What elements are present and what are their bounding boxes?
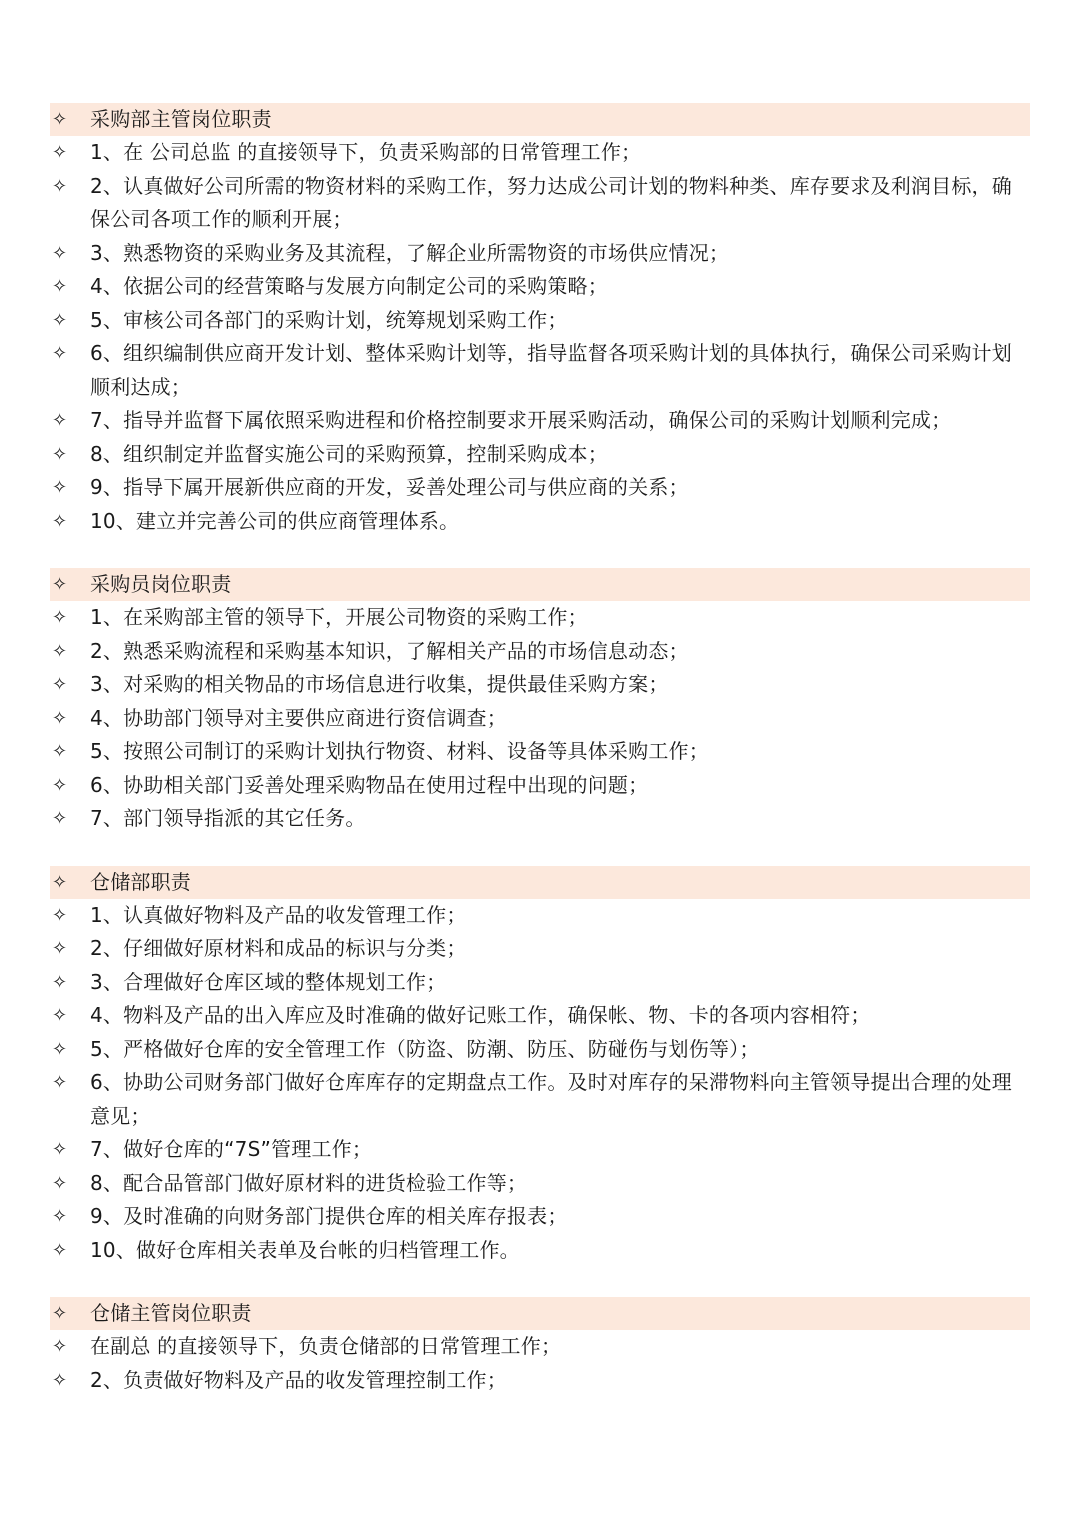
section-title: 仓储主管岗位职责 (90, 1301, 252, 1325)
list-item (50, 735, 1030, 769)
list-item-text: 10、建立并完善公司的供应商管理体系。 (90, 508, 460, 533)
list-item-text: 4、物料及产品的出入库应及时准确的做好记账工作，确保帐、物、卡的各项内容相符； (90, 1003, 871, 1027)
list-item-text: 1、在 公司总监 的直接领导下，负责采购部的日常管理工作； (90, 140, 642, 164)
list-item (50, 702, 1030, 736)
list-item-text: 9、指导下属开展新供应商的开发，妥善处理公司与供应商的关系； (90, 475, 689, 499)
list-item-text: 7、部门领导指派的其它任务。 (90, 806, 366, 830)
four-point-star-bullet-icon: ✧ (52, 410, 68, 431)
list-item-text: 10、做好仓库相关表单及台帐的归档管理工作。 (90, 1237, 520, 1262)
section (50, 103, 1030, 538)
list-item (50, 1033, 1030, 1067)
list-item (50, 136, 1030, 170)
list-item (50, 270, 1030, 304)
four-point-star-bullet-icon: ✧ (52, 1005, 68, 1026)
four-point-star-bullet-icon: ✧ (52, 574, 68, 595)
list-item-text: 3、合理做好仓库区域的整体规划工作； (90, 969, 447, 994)
list-item-text: 2、负责做好物料及产品的收发管理控制工作； (90, 1367, 507, 1392)
four-point-star-bullet-icon: ✧ (52, 1206, 68, 1227)
list-item-text: 6、协助公司财务部门做好仓库库存的定期盘点工作。及时对库存的呆滞物料向主管领导提出合理的处理意见； (90, 1070, 1012, 1128)
four-point-star-bullet-icon: ✧ (52, 1303, 68, 1324)
list-item (50, 635, 1030, 669)
list-item (50, 505, 1030, 539)
list-item-text: 1、认真做好物料及产品的收发管理工作； (90, 902, 467, 927)
list-item-text: 8、配合品管部门做好原材料的进货检验工作等； (90, 1170, 528, 1195)
section (50, 568, 1030, 836)
four-point-star-bullet-icon: ✧ (52, 1239, 68, 1261)
list-item (50, 471, 1030, 505)
list-item-text: 6、组织编制供应商开发计划、整体采购计划等，指导监督各项采购计划的具体执行，确保公司采购计划顺利达成； (90, 341, 1012, 399)
list-item-text: 3、熟悉物资的采购业务及其流程，了解企业所需物资的市场供应情况； (90, 240, 730, 265)
section-title: 采购部主管岗位职责 (90, 107, 272, 131)
four-point-star-bullet-icon: ✧ (52, 971, 68, 993)
list-item (50, 1066, 1030, 1133)
four-point-star-bullet-icon: ✧ (52, 871, 68, 893)
section-heading (50, 103, 1030, 136)
four-point-star-bullet-icon: ✧ (52, 309, 68, 331)
four-point-star-bullet-icon: ✧ (52, 477, 68, 498)
four-point-star-bullet-icon: ✧ (52, 1038, 68, 1060)
list-item (50, 1133, 1030, 1167)
section-heading (50, 1297, 1030, 1330)
list-item-text: 7、做好仓库的“7S”管理工作； (90, 1137, 373, 1161)
list-item-text: 1、在采购部主管的领导下，开展公司物资的采购工作； (90, 605, 588, 629)
four-point-star-bullet-icon: ✧ (52, 1336, 68, 1357)
list-item-text: 6、协助相关部门妥善处理采购物品在使用过程中出现的问题； (90, 772, 649, 797)
four-point-star-bullet-icon: ✧ (52, 276, 68, 297)
four-point-star-bullet-icon: ✧ (52, 142, 68, 163)
sections-container (50, 103, 1030, 1397)
section-title: 采购员岗位职责 (90, 572, 232, 596)
four-point-star-bullet-icon: ✧ (52, 343, 68, 364)
four-point-star-bullet-icon: ✧ (52, 510, 68, 532)
list-item (50, 404, 1030, 438)
list-item-text: 8、组织制定并监督实施公司的采购预算，控制采购成本； (90, 441, 608, 466)
four-point-star-bullet-icon: ✧ (52, 1072, 68, 1093)
list-item-text: 2、认真做好公司所需的物资材料的采购工作，努力达成公司计划的物料种类、库存要求及利润目标，确保公司各项工作的顺利开展； (90, 173, 1012, 231)
list-item-text: 5、严格做好仓库的安全管理工作（防盗、防潮、防压、防碰伤与划伤等）； (90, 1036, 760, 1061)
document-page (50, 103, 1030, 1427)
four-point-star-bullet-icon: ✧ (52, 707, 68, 729)
list-item (50, 337, 1030, 404)
list-item-text: 9、及时准确的向财务部门提供仓库的相关库存报表； (90, 1204, 568, 1228)
four-point-star-bullet-icon: ✧ (52, 1172, 68, 1194)
list-item (50, 601, 1030, 635)
four-point-star-bullet-icon: ✧ (52, 1369, 68, 1391)
list-item (50, 802, 1030, 836)
list-item (50, 170, 1030, 237)
list-item-text: 3、对采购的相关物品的市场信息进行收集，提供最佳采购方案； (90, 672, 669, 696)
list-item-text: 在副总 的直接领导下，负责仓储部的日常管理工作； (90, 1334, 562, 1358)
four-point-star-bullet-icon: ✧ (52, 175, 68, 197)
list-item-text: 2、熟悉采购流程和采购基本知识，了解相关产品的市场信息动态； (90, 638, 689, 663)
list-item-text: 4、依据公司的经营策略与发展方向制定公司的采购策略； (90, 274, 608, 298)
four-point-star-bullet-icon: ✧ (52, 674, 68, 695)
list-item (50, 304, 1030, 338)
list-item (50, 999, 1030, 1033)
list-item (50, 668, 1030, 702)
list-item (50, 1330, 1030, 1364)
four-point-star-bullet-icon: ✧ (52, 904, 68, 926)
list-item (50, 899, 1030, 933)
four-point-star-bullet-icon: ✧ (52, 109, 68, 130)
four-point-star-bullet-icon: ✧ (52, 808, 68, 829)
list-item-text: 7、指导并监督下属依照采购进程和价格控制要求开展采购活动，确保公司的采购计划顺利完成； (90, 408, 952, 432)
list-item (50, 1167, 1030, 1201)
list-item (50, 932, 1030, 966)
list-item (50, 1364, 1030, 1398)
list-item (50, 1200, 1030, 1234)
four-point-star-bullet-icon: ✧ (52, 640, 68, 662)
list-item-text: 5、审核公司各部门的采购计划，统筹规划采购工作； (90, 307, 568, 332)
four-point-star-bullet-icon: ✧ (52, 443, 68, 465)
list-item-text: 2、仔细做好原材料和成品的标识与分类； (90, 936, 467, 960)
four-point-star-bullet-icon: ✧ (52, 774, 68, 796)
section (50, 866, 1030, 1268)
four-point-star-bullet-icon: ✧ (52, 242, 68, 264)
section-heading (50, 568, 1030, 601)
list-item (50, 237, 1030, 271)
section-heading (50, 866, 1030, 899)
four-point-star-bullet-icon: ✧ (52, 938, 68, 959)
list-item (50, 438, 1030, 472)
four-point-star-bullet-icon: ✧ (52, 1139, 68, 1160)
four-point-star-bullet-icon: ✧ (52, 607, 68, 628)
section (50, 1297, 1030, 1397)
list-item (50, 1234, 1030, 1268)
section-title: 仓储部职责 (90, 869, 191, 894)
list-item-text: 4、协助部门领导对主要供应商进行资信调查； (90, 705, 507, 730)
list-item (50, 966, 1030, 1000)
list-item-text: 5、按照公司制订的采购计划执行物资、材料、设备等具体采购工作； (90, 739, 709, 763)
four-point-star-bullet-icon: ✧ (52, 741, 68, 762)
list-item (50, 769, 1030, 803)
